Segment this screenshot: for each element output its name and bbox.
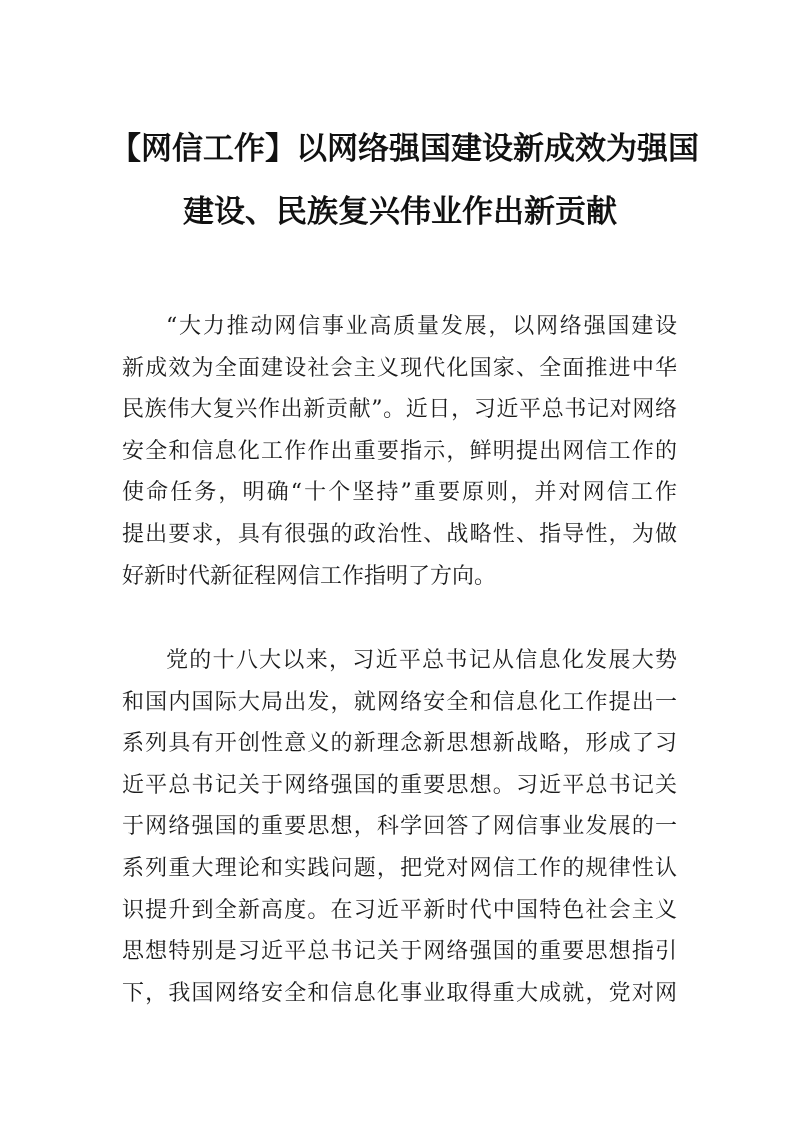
paragraph-line: 近平总书记关于网络强国的重要思想。习近平总书记关 bbox=[122, 772, 677, 798]
paragraph-line: 安全和信息化工作作出重要指示，鲜明提出网信工作的 bbox=[122, 438, 677, 464]
paragraph-line: 识提升到全新高度。在习近平新时代中国特色社会主义 bbox=[122, 897, 677, 923]
paragraph-line: 下，我国网络安全和信息化事业取得重大成就，党对网 bbox=[122, 980, 677, 1006]
paragraph-line: 新成效为全面建设社会主义现代化国家、全面推进中华 bbox=[122, 355, 677, 381]
title-line-1: 【网信工作】以网络强国建设新成效为强国 bbox=[110, 131, 699, 167]
paragraph-line: 好新时代新征程网信工作指明了方向。 bbox=[122, 563, 497, 589]
paragraph-line: 民族伟大复兴作出新贡献”。近日，习近平总书记对网络 bbox=[122, 397, 677, 423]
paragraph-line: 和国内国际大局出发，就网络安全和信息化工作提出一 bbox=[122, 689, 677, 715]
paragraph-2 bbox=[122, 640, 677, 1014]
title-line-2: 建设、民族复兴伟业作出新贡献 bbox=[183, 194, 617, 230]
paragraph-line: 使命任务，明确“十个坚持”重要原则，并对网信工作 bbox=[122, 480, 677, 506]
document-title bbox=[110, 118, 699, 244]
paragraph-1 bbox=[122, 306, 677, 597]
paragraph-line: 提出要求，具有很强的政治性、战略性、指导性，为做 bbox=[122, 521, 677, 547]
paragraph-line: 党的十八大以来，习近平总书记从信息化发展大势 bbox=[166, 648, 677, 673]
paragraph-line: 系列具有开创性意义的新理念新思想新战略，形成了习 bbox=[122, 731, 677, 757]
paragraph-line: 思想特别是习近平总书记关于网络强国的重要思想指引 bbox=[122, 939, 677, 965]
paragraph-line: 系列重大理论和实践问题，把党对网信工作的规律性认 bbox=[122, 855, 677, 881]
paragraph-line: 于网络强国的重要思想，科学回答了网信事业发展的一 bbox=[122, 814, 677, 840]
paragraph-line: “大力推动网信事业高质量发展，以网络强国建设 bbox=[166, 314, 677, 339]
